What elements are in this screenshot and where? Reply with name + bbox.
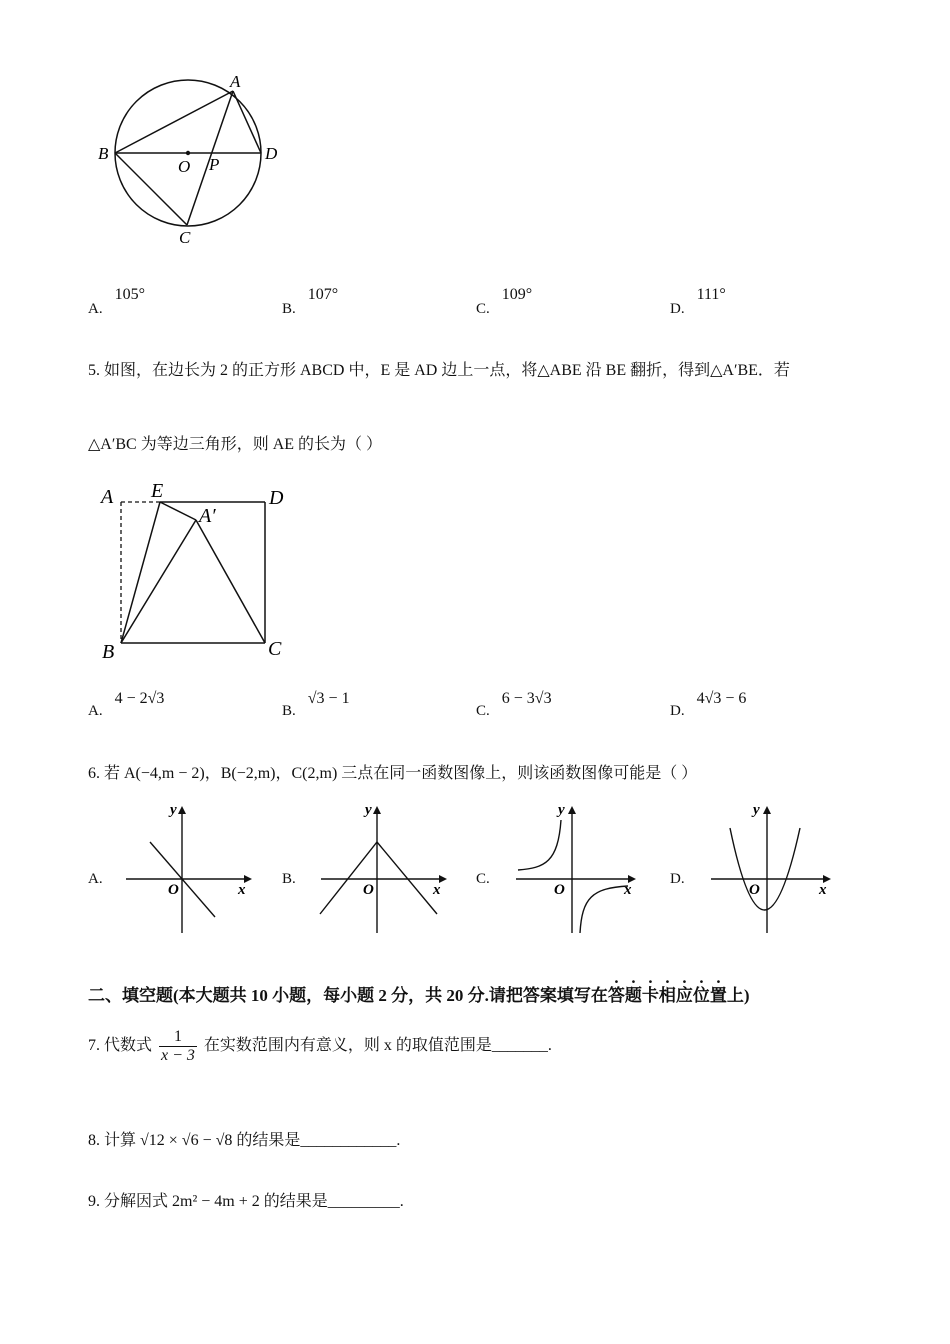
q7-suffix: 在实数范围内有意义，则 x 的取值范围是_______. (203, 1037, 552, 1055)
q5-label-C: C (268, 638, 282, 660)
emphasis-char: 题 (624, 986, 642, 1005)
q5-edge-BE (121, 502, 160, 643)
q5-stem-line1: 5. 如图，在边长为 2 的正方形 ABCD 中，E 是 AD 边上一点，将△ABE 沿 BE 翻折，得到△A′BE．若 (88, 362, 790, 379)
q6-graph-a[interactable] (120, 800, 260, 940)
q4-label-A: A (230, 72, 241, 91)
section2-heading (88, 981, 750, 1006)
q5-label-B: B (102, 641, 115, 663)
y-axis-arrow (763, 806, 771, 814)
q7-line (88, 1028, 552, 1065)
q5-stem-line2: △A′BC 为等边三角形，则 AE 的长为（ ） (88, 436, 383, 453)
section2-title-emph (608, 986, 727, 1005)
option-value: 4√3 − 6 (696, 690, 747, 707)
q6-stem: 6. 若 A(−4,m − 2)，B(−2,m)，C(2,m) 三点在同一函数图像上，则该函数图像可能是（ ） (88, 765, 698, 782)
option-value: 107° (307, 286, 339, 303)
q5-option-a[interactable] (88, 690, 165, 719)
option-letter: C. (476, 301, 490, 317)
q4-figure (90, 70, 300, 250)
section2-title-start: 二、填空题(本大题共 10 小题，每小题 2 分，共 20 分.请把答案填写在 (88, 986, 608, 1005)
q4-label-B: B (98, 144, 109, 163)
q6-option-a-letter[interactable]: A. (88, 871, 103, 887)
q4-chord-AD (233, 91, 261, 153)
q5-label-E: E (151, 480, 164, 502)
axis-label-x: x (819, 882, 827, 898)
origin-label: O (554, 882, 565, 898)
axis-label-y: y (365, 802, 372, 818)
option-letter: C. (476, 703, 490, 719)
q8-line: 8. 计算 √12 × √6 − √8 的结果是____________. (88, 1132, 401, 1149)
option-letter: D. (670, 301, 685, 317)
emphasis-char: 应 (675, 986, 693, 1005)
q5-edge-A1C (196, 520, 265, 643)
q4-chord-BC (115, 153, 187, 225)
q6-option-d-letter[interactable]: D. (670, 871, 685, 887)
q5-figure (95, 475, 300, 665)
option-letter: B. (282, 703, 296, 719)
graph-parabola (730, 828, 800, 910)
emphasis-char: 相 (658, 986, 676, 1005)
option-value: 4 − 2√3 (114, 690, 165, 707)
q4-option-b[interactable] (282, 286, 339, 317)
q4-label-O: O (178, 157, 191, 176)
q7-fraction (159, 1028, 197, 1065)
option-letter: A. (88, 301, 103, 317)
q4-option-a[interactable] (88, 286, 145, 317)
axis-label-x: x (238, 882, 246, 898)
q4-option-c[interactable] (476, 286, 533, 317)
q6-graph-c[interactable] (510, 800, 650, 940)
option-letter: A. (88, 703, 103, 719)
origin-label: O (749, 882, 760, 898)
graph-line (320, 842, 437, 914)
emphasis-char: 答 (607, 986, 625, 1005)
axis-label-x: x (433, 882, 441, 898)
q4-label-P: P (209, 155, 220, 174)
emphasis-char: 卡 (641, 986, 659, 1005)
y-axis-arrow (178, 806, 186, 814)
q6-graph-d[interactable] (705, 800, 845, 940)
q9-line: 9. 分解因式 2m² − 4m + 2 的结果是_________. (88, 1193, 404, 1210)
option-letter: B. (282, 301, 296, 317)
q5-label-D: D (269, 487, 284, 509)
option-value: √3 − 1 (307, 690, 350, 707)
y-axis-arrow (568, 806, 576, 814)
axis-label-x: x (624, 882, 632, 898)
q5-label-A: A (101, 486, 114, 508)
origin-label: O (363, 882, 374, 898)
section2-title-end: 上) (726, 986, 750, 1005)
option-letter: D. (670, 703, 685, 719)
q5-edge-EA1 (160, 502, 196, 520)
q5-edge-BA1 (121, 520, 196, 643)
q7-prefix: 7. 代数式 (88, 1037, 153, 1055)
graph-branch-lower-right (580, 886, 628, 933)
q4-option-d[interactable] (670, 286, 726, 317)
q7-fraction-denominator: x − 3 (161, 1047, 195, 1064)
q5-option-c[interactable] (476, 690, 552, 719)
y-axis-arrow (373, 806, 381, 814)
origin-label: O (168, 882, 179, 898)
q6-option-b-letter[interactable]: B. (282, 871, 296, 887)
emphasis-char: 位 (692, 986, 710, 1005)
axis-label-y: y (170, 802, 177, 818)
axis-label-y: y (753, 802, 760, 818)
q6-option-c-letter[interactable]: C. (476, 871, 490, 887)
option-value: 109° (501, 286, 533, 303)
q5-label-A-prime: A′ (199, 505, 216, 527)
option-value: 111° (696, 286, 726, 303)
q5-option-b[interactable] (282, 690, 350, 719)
emphasis-char: 置 (709, 986, 727, 1005)
q5-option-d[interactable] (670, 690, 747, 719)
q4-center-dot (186, 151, 190, 155)
option-value: 105° (114, 286, 145, 303)
q7-fraction-numerator: 1 (159, 1028, 197, 1047)
q4-label-D: D (265, 144, 278, 163)
axis-label-y: y (558, 802, 565, 818)
option-value: 6 − 3√3 (501, 690, 552, 707)
q4-label-C: C (179, 228, 191, 247)
graph-branch-upper-left (518, 820, 561, 870)
q6-graph-b[interactable] (315, 800, 455, 940)
